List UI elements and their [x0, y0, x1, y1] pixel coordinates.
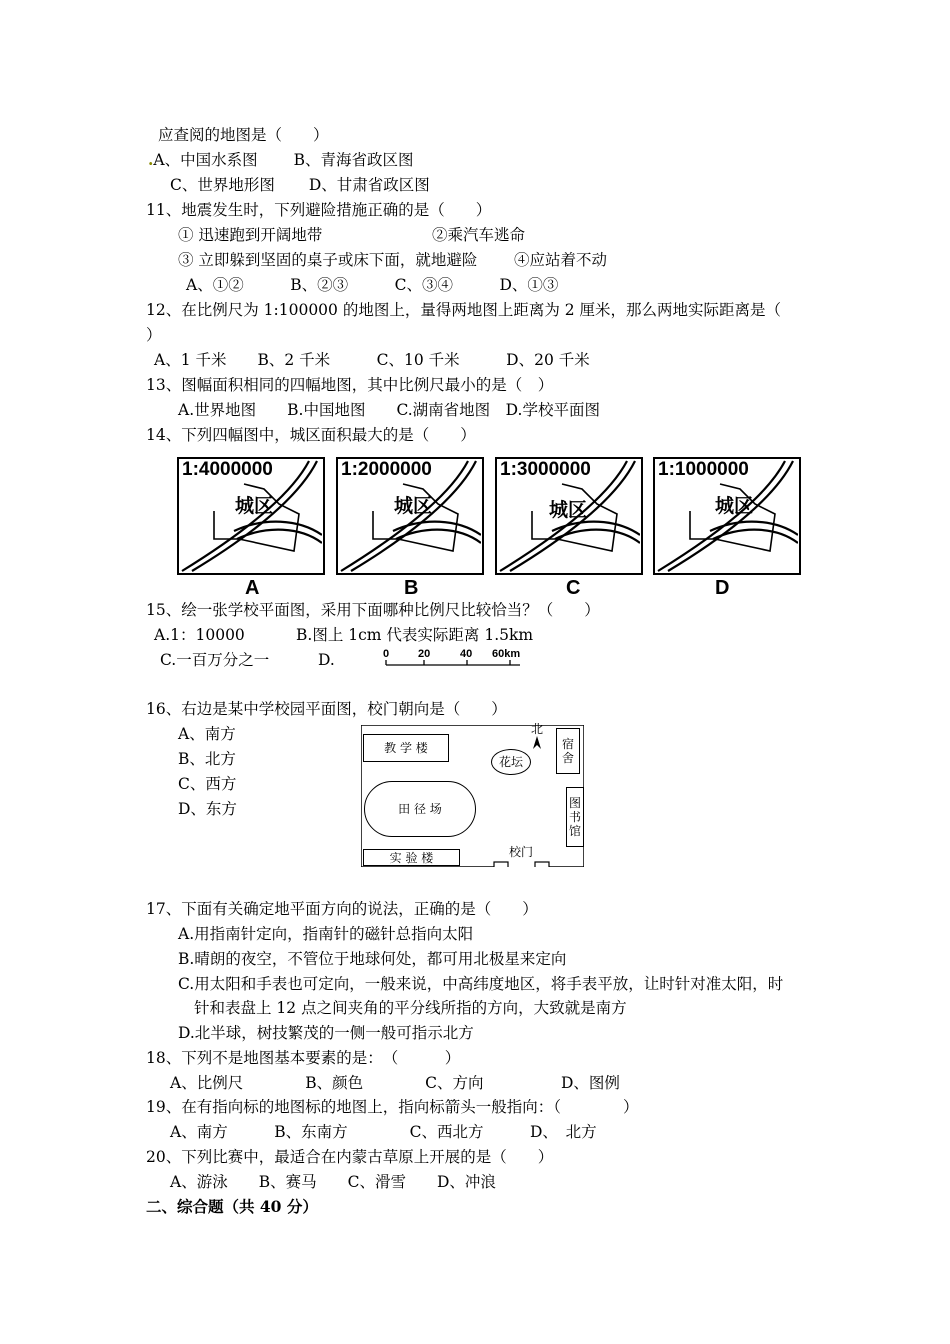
map-a-label: A: [245, 577, 260, 599]
q18-stem: 18、下列不是地图基本要素的是： （ ）: [146, 1049, 461, 1067]
map-a-scale: 1:4000000: [182, 459, 273, 480]
q16-option-a: A、南方: [178, 725, 236, 743]
map-b: [336, 457, 484, 575]
teaching-building: 教 学 楼: [363, 734, 449, 762]
q11-statement-2: ②乘汽车逃命: [432, 226, 526, 244]
q10-options-row1: [148, 150, 414, 170]
map-c: [495, 457, 643, 575]
dormitory: 宿舍: [556, 728, 580, 774]
scale-tick-40: 40: [460, 648, 473, 660]
track-field: 田 径 场: [364, 781, 476, 837]
q15-stem: 15、绘一张学校平面图，采用下面哪种比例尺比较恰当？（ ）: [146, 601, 600, 619]
scale-tick-60km: 60km: [492, 648, 521, 660]
section-2-heading: 二、综合题（共 40 分）: [146, 1197, 318, 1216]
q20-stem: 20、下列比赛中，最适合在内蒙古草原上开展的是（ ）: [146, 1148, 554, 1166]
map-c-city-label: 城区: [549, 499, 588, 521]
q12-stem: 12、在比例尺为 1:100000 的地图上，量得两地图上距离为 2 厘米，那么两地实际距离是（: [146, 301, 782, 319]
q16-option-c: C、西方: [178, 775, 237, 793]
q10-stem-tail: 应查阅的地图是（ ）: [158, 126, 329, 144]
q19-options: A、南方 B、东南方 C、西北方 D、 北方: [170, 1123, 597, 1141]
q11-statement-4: ④应站着不动: [514, 251, 608, 269]
q17-option-c-line2: 针和表盘上 12 点之间夹角的平分线所指的方向，大致就是南方: [194, 999, 627, 1017]
q10-option-c: C、世界地形图: [170, 176, 275, 194]
q16-option-d: D、东方: [178, 800, 237, 818]
q17-option-d: D.北半球，树技繁茂的一侧一般可指示北方: [178, 1024, 474, 1042]
q17-stem: 17、下面有关确定地平面方向的说法，正确的是（ ）: [146, 900, 538, 918]
map-a-city-label: 城区: [235, 495, 274, 517]
q13-options: A.世界地图 B.中国地图 C.湖南省地图 D.学校平面图: [178, 401, 600, 419]
map-b-scale: 1:2000000: [341, 459, 432, 480]
map-d-scale: 1:1000000: [658, 459, 749, 480]
q20-options: A、游泳 B、赛马 C、滑雪 D、冲浪: [170, 1173, 496, 1191]
q13-stem: 13、图幅面积相同的四幅地图，其中比例尺最小的是（ ）: [146, 376, 554, 394]
north-arrow-label: 北: [531, 722, 544, 736]
gate-label: 校门: [509, 845, 534, 859]
q10-options-row2: [170, 175, 430, 195]
line-scale-bar: [380, 648, 540, 670]
map-a: [177, 457, 325, 575]
map-d-city-label: 城区: [715, 495, 754, 517]
map-b-label: B: [404, 577, 419, 599]
q15-option-c: C.一百万分之一: [160, 651, 270, 669]
q17-option-b: B.晴朗的夜空，不管位于地球何处，都可用北极星来定向: [178, 950, 567, 968]
q12-options: A、1 千米 B、2 千米 C、10 千米 D、20 千米: [154, 351, 590, 369]
map-d: [653, 457, 801, 575]
q15-option-b: B.图上 1cm 代表实际距离 1.5km: [296, 626, 534, 644]
q11-statement-1: ① 迅速跑到开阔地带: [178, 226, 323, 244]
q11-stem: 11、地震发生时，下列避险措施正确的是（ ）: [146, 201, 492, 219]
q15-option-d: D.: [318, 651, 335, 669]
q17-option-a: A.用指南针定向，指南针的磁针总指向太阳: [178, 925, 474, 943]
q10-dot: .: [148, 150, 154, 169]
q10-option-d: D、甘肃省政区图: [308, 176, 430, 194]
lab-building: 实 验 楼: [363, 849, 460, 866]
q11-options: A、①② B、②③ C、③④ D、①③: [186, 276, 559, 294]
library: 图书馆: [566, 787, 584, 847]
q12-stem-end: ）: [146, 326, 162, 344]
scale-tick-20: 20: [418, 648, 431, 660]
q15-option-a: A.1：10000: [154, 626, 245, 644]
q17-option-c-line1: C.用太阳和手表也可定向，一般来说，中高纬度地区，将手表平放，让时针对准太阳，时: [178, 975, 784, 993]
q14-stem: 14、下列四幅图中，城区面积最大的是（ ）: [146, 426, 476, 444]
q11-statement-3: ③ 立即躲到坚固的桌子或床下面，就地避险: [178, 251, 478, 269]
q10-option-a: A、中国水系图: [153, 151, 258, 169]
q16-stem: 16、右边是某中学校园平面图，校门朝向是（ ）: [146, 700, 507, 718]
map-d-label: D: [715, 577, 730, 599]
map-c-scale: 1:3000000: [500, 459, 591, 480]
q10-option-b: B、青海省政区图: [293, 151, 414, 169]
flower-bed: 花坛: [491, 749, 531, 775]
campus-plan: [361, 722, 584, 867]
map-b-city-label: 城区: [394, 495, 433, 517]
scale-tick-0: 0: [383, 648, 390, 660]
q16-option-b: B、北方: [178, 750, 236, 768]
q18-options: A、比例尺 B、颜色 C、方向 D、图例: [170, 1074, 620, 1092]
map-c-label: C: [566, 577, 581, 599]
q19-stem: 19、在有指向标的地图标的地图上，指向标箭头一般指向：（ ）: [146, 1098, 639, 1116]
